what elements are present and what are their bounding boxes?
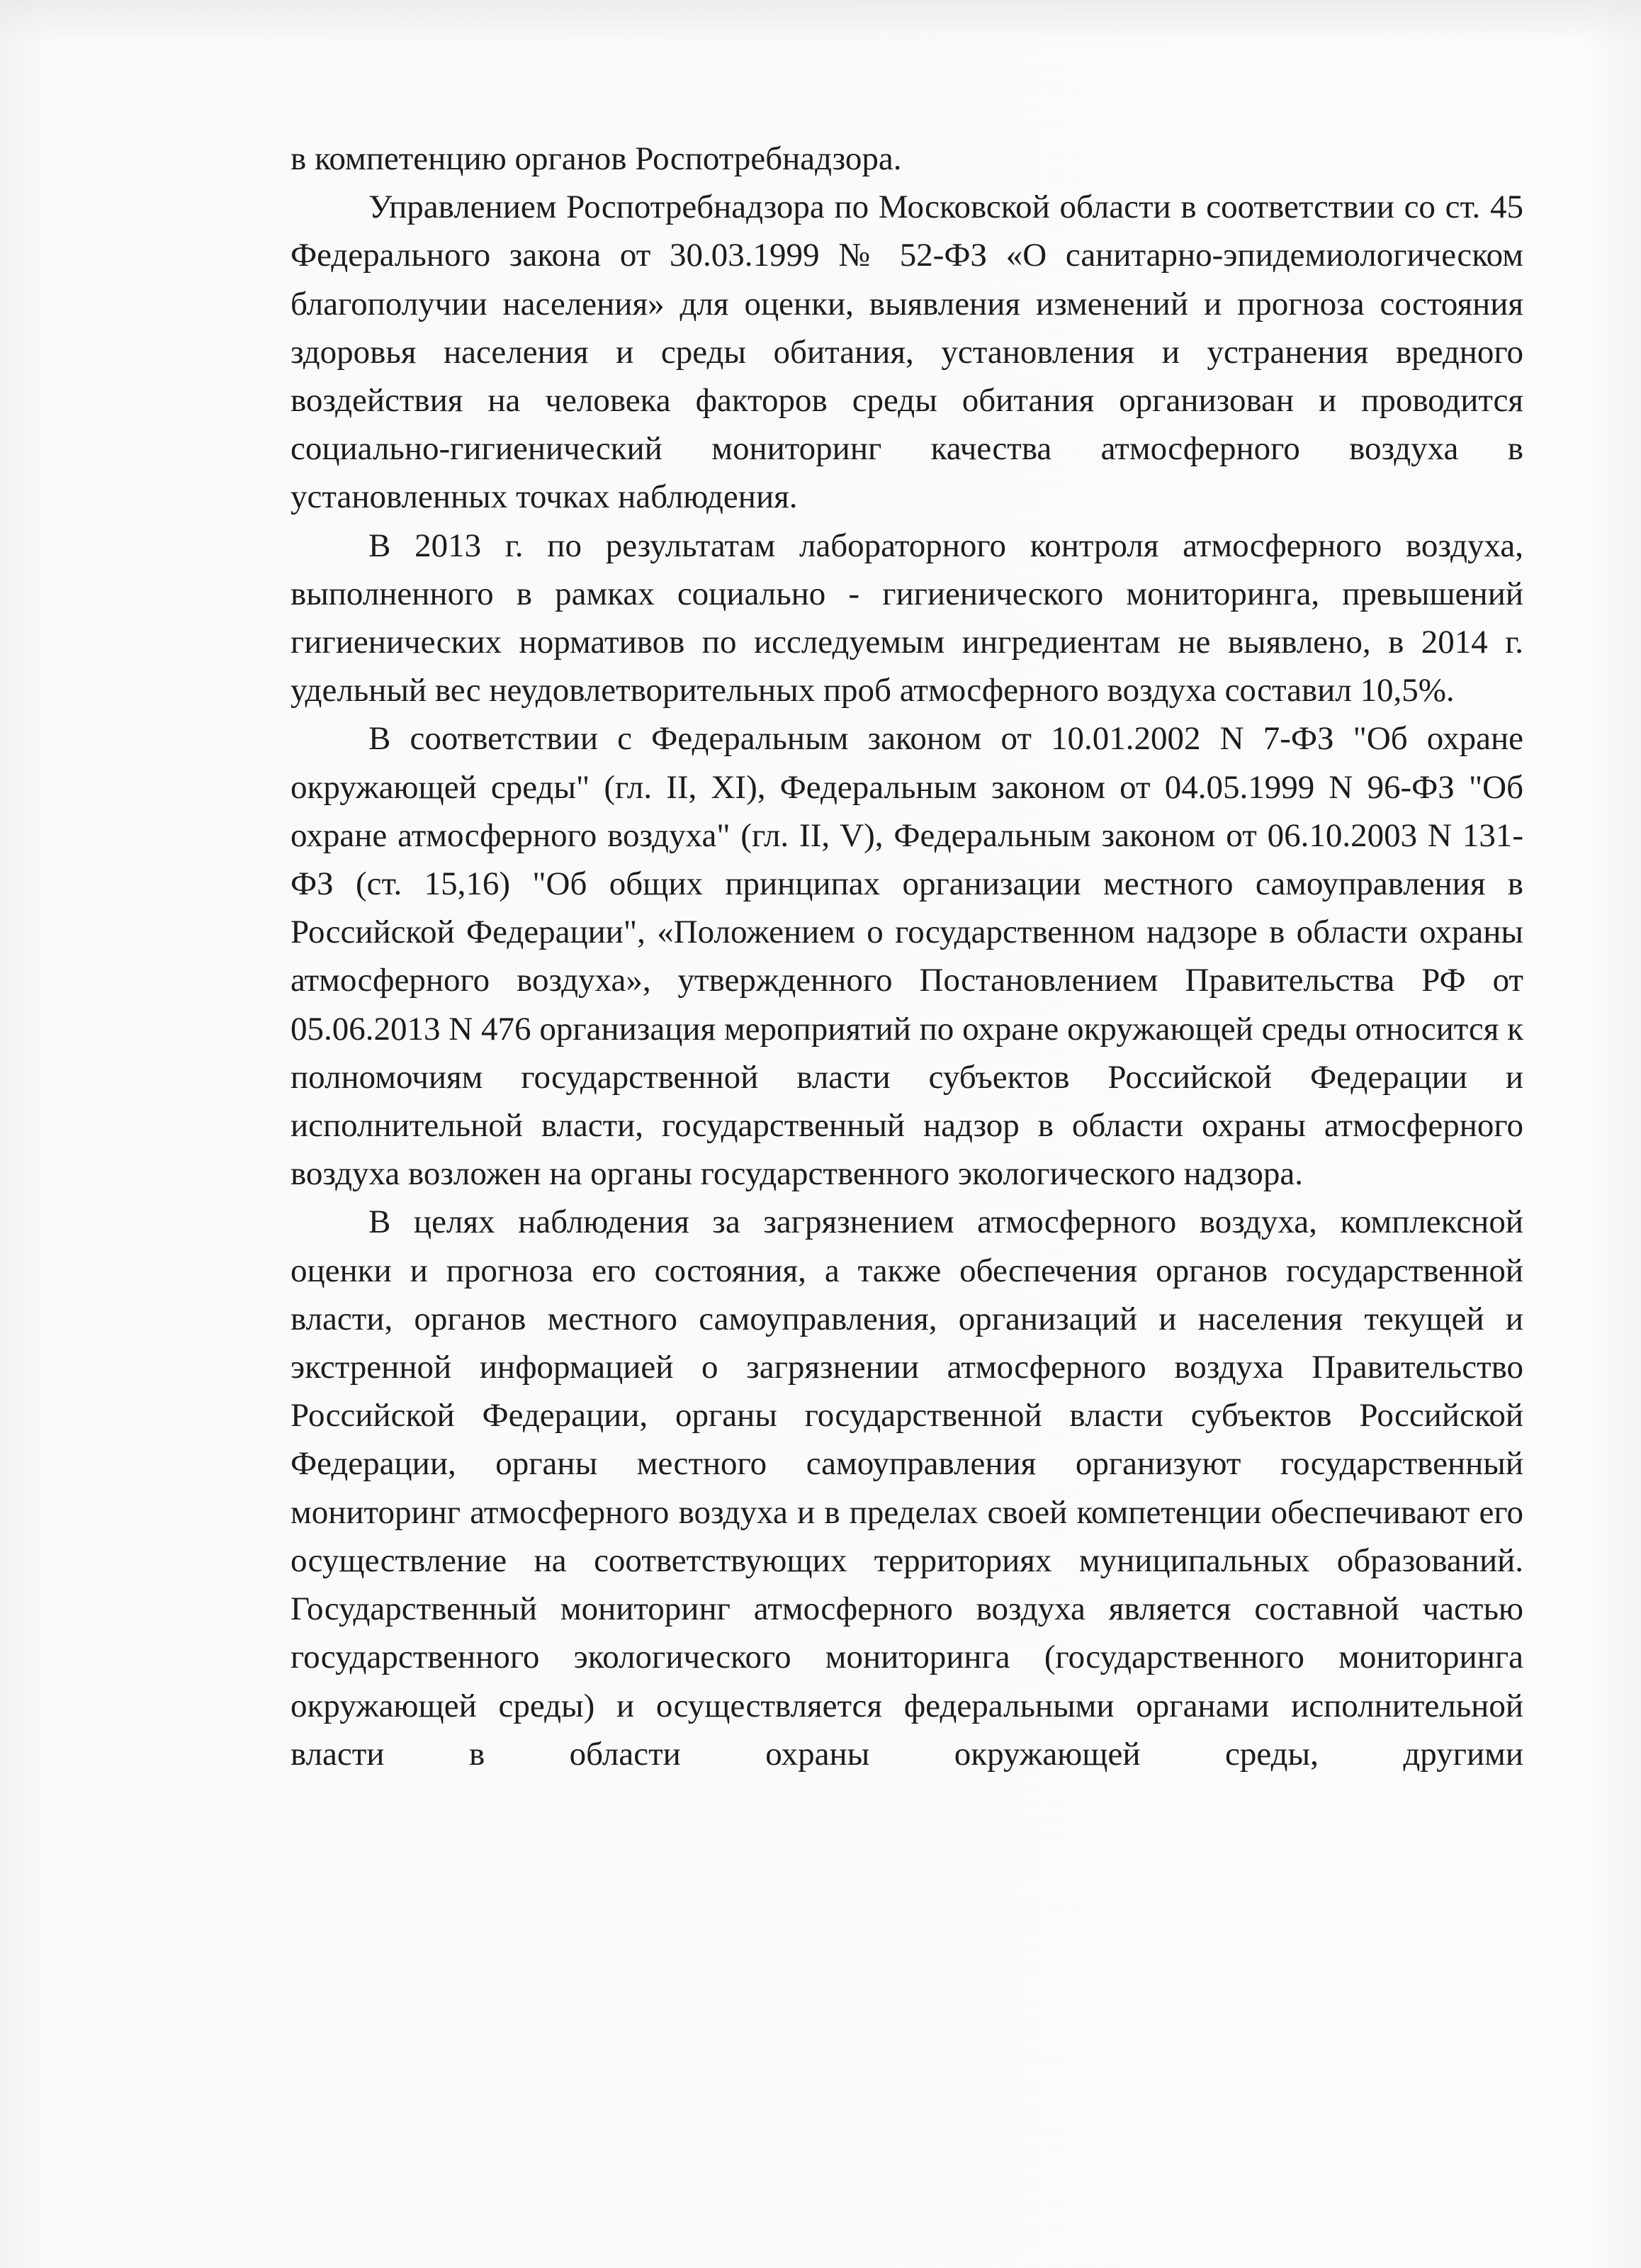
- paragraph-monitoring: Управлением Роспотребнадзора по Московской области в соответствии со ст. 45 Федерального закона от 30.03.1999 № 52-ФЗ «О санитарно-эпидемиологическом благополучии населения» для оценки, выявления изменений и прогноза состояния здоровья населения и среды обитания, установления и устранения вредного воздействия на человека факторов среды обитания организован и проводится социально-гигиенический мониторинг качества атмосферного воздуха в установленных точках наблюдения.: [291, 189, 1523, 516]
- document-body: [291, 135, 1523, 1778]
- paragraph-legislation: В соответствии с Федеральным законом от 10.01.2002 N 7-ФЗ "Об охране окружающей среды" (гл. II, XI), Федеральным законом от 04.05.1999 N 96-ФЗ "Об охране атмосферного воздуха" (гл. II, V), Федеральным законом от 06.10.2003 N 131-ФЗ (ст. 15,16) "Об общих принципах организации местного самоуправления в Российской Федерации", «Положением о государственном надзоре в области охраны атмосферного воздуха», утвержденного Постановлением Правительства РФ от 05.06.2013 N 476 организация мероприятий по охране окружающей среды относится к полномочиям государственной власти субъектов Российской Федерации и исполнительной власти, государственный надзор в области охраны атмосферного воздуха возложен на органы государственного экологического надзора.: [291, 720, 1523, 1193]
- scan-edge-shadow: [0, 0, 1641, 43]
- paragraph-observation-goals: В целях наблюдения за загрязнением атмосферного воздуха, комплексной оценки и прогноза его состояния, а также обеспечения органов государственной власти, органов местного самоуправления, организаций и населения текущей и экстренной информацией о загрязнении атмосферного воздуха Правительство Российской Федерации, органы государственной власти субъектов Российской Федерации, органы местного самоуправления организуют государственный мониторинг атмосферного воздуха и в пределах своей компетенции обеспечивают его осуществление на соответствующих территориях муниципальных образований.: [291, 1203, 1523, 1579]
- paragraph-lab-results: В 2013 г. по результатам лабораторного контроля атмосферного воздуха, выполненного в рамках социально - гигиенического мониторинга, превышений гигиенических нормативов по исследуемым ингредиентам не выявлено, в 2014 г. удельный вес неудовлетворительных проб атмосферного воздуха составил 10,5%.: [291, 527, 1523, 709]
- paragraph-state-monitoring: Государственный мониторинг атмосферного воздуха является составной частью государственного экологического мониторинга (государственного мониторинга окружающей среды) и осуществляется федеральными органами исполнительной власти в области охраны окружающей среды, другими: [291, 1590, 1523, 1773]
- paragraph-continuation: в компетенцию органов Роспотребнадзора.: [291, 140, 902, 177]
